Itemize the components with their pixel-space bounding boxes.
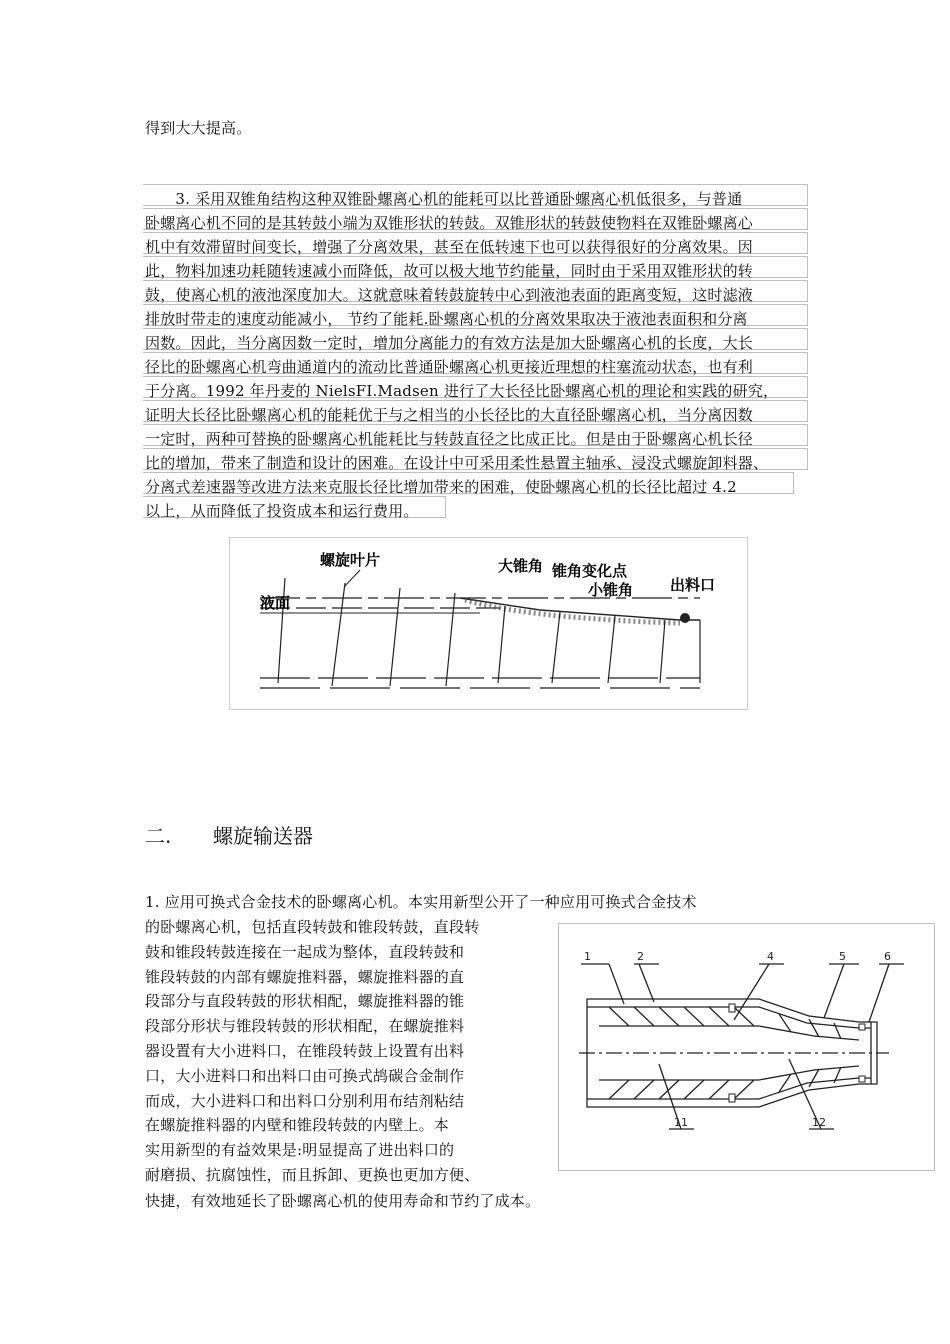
part-label-11: 11 <box>674 1116 688 1129</box>
paragraph-line: 分离式差速器等改进方法来克服长径比增加带来的困难，使卧螺离心机的长径比超过 4.2 <box>145 478 737 496</box>
part-label-6: 6 <box>884 950 891 963</box>
paragraph-line: 鼓，使离心机的液池深度加大。这就意味着转鼓旋转中心到液池表面的距离变短，这时滤液 <box>145 286 754 304</box>
part-label-12: 12 <box>812 1116 826 1129</box>
paragraph-line: 1. 应用可换式合金技术的卧螺离心机。本实用新型公开了一种应用可换式合金技术 <box>145 893 697 911</box>
label-small-cone: 小锥角 <box>588 581 634 599</box>
paragraph-line: 实用新型的有益效果是:明显提高了进出料口的 <box>145 1141 455 1159</box>
paragraph-line: 机中有效滞留时间变长，增强了分离效果，甚至在低转速下也可以获得很好的分离效果。因 <box>145 238 754 256</box>
part-label-5: 5 <box>839 950 846 963</box>
paragraph-line: 比的增加，带来了制造和设计的困难。在设计中可采用柔性悬置主轴承、浸没式螺旋卸料器、 <box>145 454 769 472</box>
paragraph-line: 鼓和锥段转鼓连接在一起成为整体，直段转鼓和 <box>145 943 465 961</box>
section-heading <box>145 820 313 849</box>
paragraph-line: 此，物料加速功耗随转速减小而降低，故可以极大地节约能量，同时由于采用双锥形状的转 <box>145 262 754 280</box>
label-outlet: 出料口 <box>670 576 716 594</box>
heading-number: 二. <box>145 824 172 848</box>
paragraph-line: 段部分形状与锥段转鼓的形状相配，在螺旋推料 <box>145 1017 465 1035</box>
paragraph-line: 一定时，两种可替换的卧螺离心机能耗比与转鼓直径之比成正比。但是由于卧螺离心机长径 <box>145 430 754 448</box>
paragraph-line: 段部分与直段转鼓的形状相配，螺旋推料器的锥 <box>145 992 465 1010</box>
paragraph-line: 因数。因此，当分离因数一定时，增加分离能力的有效方法是加大卧螺离心机的长度，大长 <box>145 334 754 352</box>
label-change-point: 锥角变化点 <box>552 562 628 580</box>
paragraph-line: 耐磨损、抗腐蚀性，而且拆卸、更换也更加方便、 <box>145 1166 480 1184</box>
label-blade: 螺旋叶片 <box>320 551 381 569</box>
paragraph-line: 卧螺离心机不同的是其转鼓小端为双锥形状的转鼓。双锥形状的转鼓使物料在双锥卧螺离心 <box>145 214 754 232</box>
paragraph-line: 而成，大小进料口和出料口分别利用布结剂粘结 <box>145 1092 465 1110</box>
heading-title: 螺旋输送器 <box>213 824 313 848</box>
part-label-2: 2 <box>637 950 644 963</box>
paragraph-line: 径比的卧螺离心机弯曲通道内的流动比普通卧螺离心机更接近理想的柱塞流动状态，也有利 <box>145 358 754 376</box>
label-liquid: 液面 <box>260 594 291 612</box>
paragraph-line: 于分离。1992 年丹麦的 NielsFI.Madsen 进行了大长径比卧螺离心机的理论和实践的研究， <box>145 382 779 400</box>
paragraph-line: 锥段转鼓的内部有螺旋推料器，螺旋推料器的直 <box>145 968 465 986</box>
paragraph-line: 口，大小进料口和出料口由可换式鸪碳合金制作 <box>145 1067 465 1085</box>
paragraph-line: 器设置有大小进料口，在锥段转鼓上设置有出料 <box>145 1042 465 1060</box>
part-label-1: 1 <box>584 950 591 963</box>
paragraph-line: 3. 采用双锥角结构这种双锥卧螺离心机的能耗可以比普通卧螺离心机低很多，与普通 <box>145 190 743 208</box>
figure-centrifuge-cross-section <box>558 923 935 1171</box>
paragraph-line: 的卧螺离心机，包括直段转鼓和锥段转鼓，直段转 <box>145 918 480 936</box>
paragraph-line: 排放时带走的速度动能减小， 节约了能耗.卧螺离心机的分离效果取决于液池表面积和分离 <box>145 310 748 328</box>
label-big-cone: 大锥角 <box>498 557 544 575</box>
paragraph-line: 在螺旋推料器的内壁和锥段转鼓的内壁上。本 <box>145 1116 450 1134</box>
part-label-4: 4 <box>767 950 774 963</box>
centrifuge-svg <box>559 924 934 1170</box>
paragraph-line: 得到大大提高。 <box>145 119 252 137</box>
paragraph-line: 证明大长径比卧螺离心机的能耗优于与之相当的小长径比的大直径卧螺离心机，当分离因数 <box>145 406 754 424</box>
double-cone-svg <box>230 538 747 709</box>
figure-double-cone-diagram <box>229 537 748 710</box>
paragraph-line: 以上，从而降低了投资成本和运行费用。 <box>145 502 419 520</box>
paragraph-line: 快捷，有效地延长了卧螺离心机的使用寿命和节约了成本。 <box>145 1192 541 1210</box>
